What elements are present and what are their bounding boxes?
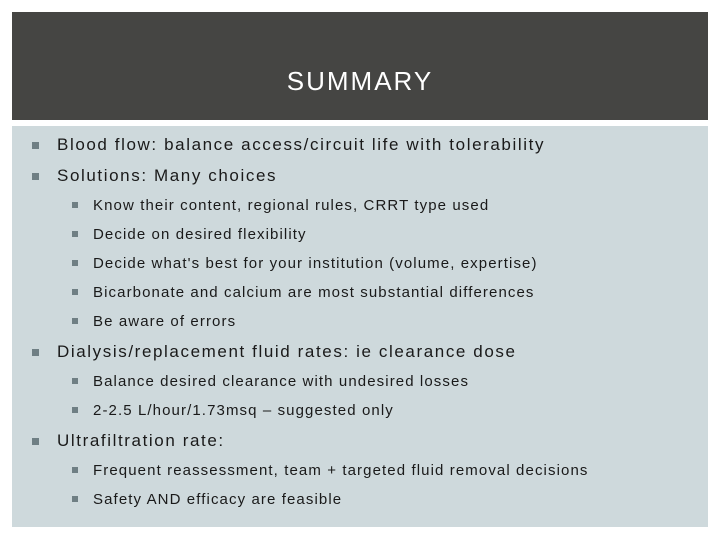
square-bullet-icon (32, 142, 39, 149)
bullet-text: Decide what's best for your institution (volume, expertise) (93, 255, 538, 272)
square-bullet-icon (32, 173, 39, 180)
square-bullet-icon (72, 378, 78, 384)
bullet-text: Balance desired clearance with undesired losses (93, 373, 470, 390)
bullet-text: Dialysis/replacement fluid rates: ie clearance dose (57, 342, 517, 361)
square-bullet-icon (72, 407, 78, 413)
bullet-text: Be aware of errors (93, 313, 237, 330)
square-bullet-icon (32, 349, 39, 356)
bullet-text: Bicarbonate and calcium are most substantial differences (93, 284, 535, 301)
bullet-text: Solutions: Many choices (57, 166, 278, 185)
square-bullet-icon (72, 289, 78, 295)
square-bullet-icon (72, 318, 78, 324)
square-bullet-icon (32, 438, 39, 445)
bullet-text: Know their content, regional rules, CRRT type used (93, 197, 490, 214)
bullet-text: Safety AND efficacy are feasible (93, 491, 343, 508)
bullet-text: Decide on desired flexibility (93, 226, 307, 243)
square-bullet-icon (72, 467, 78, 473)
square-bullet-icon (72, 202, 78, 208)
square-bullet-icon (72, 231, 78, 237)
square-bullet-icon (72, 496, 78, 502)
bullet-text: Frequent reassessment, team + targeted fluid removal decisions (93, 462, 589, 479)
content-area (12, 126, 708, 527)
slide-title: SUMMARY (286, 66, 434, 96)
bullet-text: 2-2.5 L/hour/1.73msq – suggested only (93, 402, 394, 419)
bullet-text: Blood flow: balance access/circuit life with tolerability (57, 135, 546, 154)
bullet-text: Ultrafiltration rate: (57, 431, 225, 450)
title-band (12, 12, 708, 120)
square-bullet-icon (72, 260, 78, 266)
